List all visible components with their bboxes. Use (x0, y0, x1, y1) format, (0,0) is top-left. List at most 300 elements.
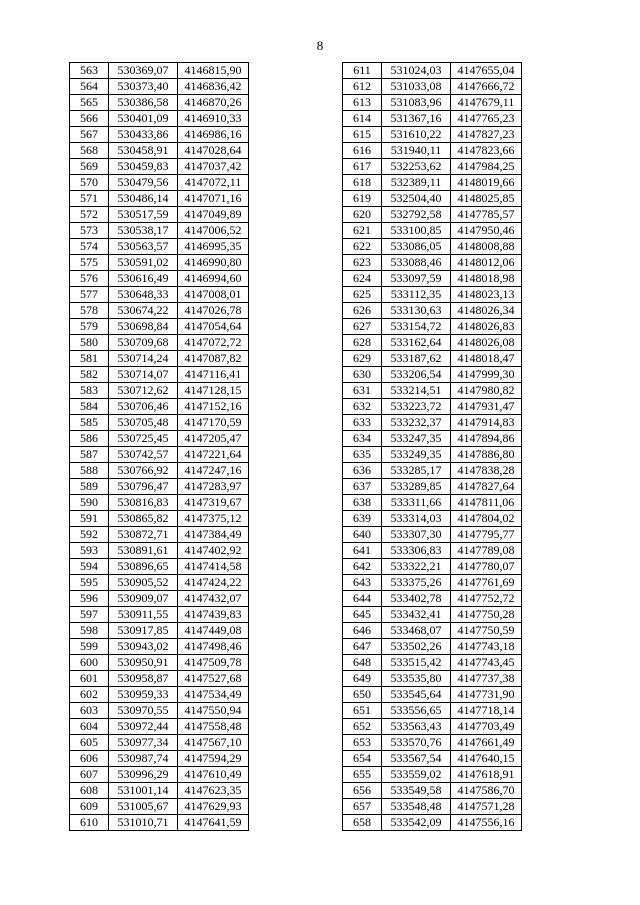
table-row (343, 191, 522, 207)
point-number-cell: 635 (343, 447, 382, 463)
x-coordinate-cell: 533542,09 (382, 815, 451, 831)
y-coordinate-cell: 4148025,85 (451, 191, 522, 207)
x-coordinate-cell: 530970,55 (109, 703, 178, 719)
y-coordinate-cell: 4147087,82 (178, 351, 249, 367)
table-row (343, 463, 522, 479)
y-coordinate-cell: 4147449,08 (178, 623, 249, 639)
table-row (70, 79, 249, 95)
y-coordinate-cell: 4147785,57 (451, 207, 522, 223)
table-row (343, 655, 522, 671)
point-number-cell: 628 (343, 335, 382, 351)
y-coordinate-cell: 4147439,83 (178, 607, 249, 623)
point-number-cell: 623 (343, 255, 382, 271)
x-coordinate-cell: 531001,14 (109, 783, 178, 799)
table-row (70, 687, 249, 703)
point-number-cell: 621 (343, 223, 382, 239)
table-row (70, 415, 249, 431)
table-row (343, 271, 522, 287)
point-number-cell: 654 (343, 751, 382, 767)
table-row (70, 287, 249, 303)
x-coordinate-cell: 530896,65 (109, 559, 178, 575)
point-number-cell: 627 (343, 319, 382, 335)
y-coordinate-cell: 4148012,06 (451, 255, 522, 271)
x-coordinate-cell: 530950,91 (109, 655, 178, 671)
y-coordinate-cell: 4148026,08 (451, 335, 522, 351)
point-number-cell: 591 (70, 511, 109, 527)
table-row (70, 495, 249, 511)
point-number-cell: 612 (343, 79, 382, 95)
x-coordinate-cell: 530517,59 (109, 207, 178, 223)
y-coordinate-cell: 4147008,01 (178, 287, 249, 303)
x-coordinate-cell: 530742,57 (109, 447, 178, 463)
x-coordinate-cell: 533545,64 (382, 687, 451, 703)
y-coordinate-cell: 4147743,45 (451, 655, 522, 671)
x-coordinate-cell: 530616,49 (109, 271, 178, 287)
y-coordinate-cell: 4147116,41 (178, 367, 249, 383)
y-coordinate-cell: 4147221,64 (178, 447, 249, 463)
x-coordinate-cell: 533515,42 (382, 655, 451, 671)
point-number-cell: 607 (70, 767, 109, 783)
x-coordinate-cell: 530872,71 (109, 527, 178, 543)
x-coordinate-cell: 530648,33 (109, 287, 178, 303)
x-coordinate-cell: 533100,85 (382, 223, 451, 239)
y-coordinate-cell: 4148019,66 (451, 175, 522, 191)
point-number-cell: 574 (70, 239, 109, 255)
x-coordinate-cell: 530712,62 (109, 383, 178, 399)
x-coordinate-cell: 530591,02 (109, 255, 178, 271)
y-coordinate-cell: 4147950,46 (451, 223, 522, 239)
x-coordinate-cell: 530972,44 (109, 719, 178, 735)
point-number-cell: 651 (343, 703, 382, 719)
x-coordinate-cell: 530705,48 (109, 415, 178, 431)
y-coordinate-cell: 4147586,70 (451, 783, 522, 799)
x-coordinate-cell: 530891,61 (109, 543, 178, 559)
y-coordinate-cell: 4148023,13 (451, 287, 522, 303)
y-coordinate-cell: 4147558,48 (178, 719, 249, 735)
y-coordinate-cell: 4146910,33 (178, 111, 249, 127)
point-number-cell: 571 (70, 191, 109, 207)
point-number-cell: 599 (70, 639, 109, 655)
y-coordinate-cell: 4147894,86 (451, 431, 522, 447)
point-number-cell: 598 (70, 623, 109, 639)
point-number-cell: 566 (70, 111, 109, 127)
x-coordinate-cell: 533402,78 (382, 591, 451, 607)
point-number-cell: 564 (70, 79, 109, 95)
table-row (70, 95, 249, 111)
table-row (343, 479, 522, 495)
table-row (343, 511, 522, 527)
point-number-cell: 634 (343, 431, 382, 447)
point-number-cell: 600 (70, 655, 109, 671)
x-coordinate-cell: 532504,40 (382, 191, 451, 207)
y-coordinate-cell: 4147618,91 (451, 767, 522, 783)
table-row (70, 511, 249, 527)
point-number-cell: 636 (343, 463, 382, 479)
y-coordinate-cell: 4148018,47 (451, 351, 522, 367)
table-row (70, 559, 249, 575)
y-coordinate-cell: 4147319,67 (178, 495, 249, 511)
x-coordinate-cell: 531367,16 (382, 111, 451, 127)
y-coordinate-cell: 4148008,88 (451, 239, 522, 255)
point-number-cell: 639 (343, 511, 382, 527)
y-coordinate-cell: 4148018,98 (451, 271, 522, 287)
x-coordinate-cell: 533154,72 (382, 319, 451, 335)
x-coordinate-cell: 533375,26 (382, 575, 451, 591)
table-row (70, 431, 249, 447)
y-coordinate-cell: 4147037,42 (178, 159, 249, 175)
point-number-cell: 652 (343, 719, 382, 735)
x-coordinate-cell: 530714,24 (109, 351, 178, 367)
table-row (343, 687, 522, 703)
x-coordinate-cell: 530977,34 (109, 735, 178, 751)
y-coordinate-cell: 4147571,28 (451, 799, 522, 815)
y-coordinate-cell: 4148026,34 (451, 303, 522, 319)
table-row (70, 719, 249, 735)
x-coordinate-cell: 530458,91 (109, 143, 178, 159)
table-row (343, 559, 522, 575)
table-row (343, 527, 522, 543)
point-number-cell: 608 (70, 783, 109, 799)
x-coordinate-cell: 533097,59 (382, 271, 451, 287)
point-number-cell: 606 (70, 751, 109, 767)
x-coordinate-cell: 533567,54 (382, 751, 451, 767)
table-row (70, 767, 249, 783)
y-coordinate-cell: 4147205,47 (178, 431, 249, 447)
point-number-cell: 655 (343, 767, 382, 783)
table-row (70, 591, 249, 607)
y-coordinate-cell: 4147128,15 (178, 383, 249, 399)
y-coordinate-cell: 4147550,94 (178, 703, 249, 719)
x-coordinate-cell: 533223,72 (382, 399, 451, 415)
y-coordinate-cell: 4147780,07 (451, 559, 522, 575)
y-coordinate-cell: 4147827,23 (451, 127, 522, 143)
point-number-cell: 644 (343, 591, 382, 607)
x-coordinate-cell: 533535,80 (382, 671, 451, 687)
table-row (343, 175, 522, 191)
table-row (343, 399, 522, 415)
point-number-cell: 570 (70, 175, 109, 191)
y-coordinate-cell: 4147999,30 (451, 367, 522, 383)
x-coordinate-cell: 531083,96 (382, 95, 451, 111)
x-coordinate-cell: 530706,46 (109, 399, 178, 415)
x-coordinate-cell: 530987,74 (109, 751, 178, 767)
table-row (343, 255, 522, 271)
x-coordinate-cell: 530909,07 (109, 591, 178, 607)
x-coordinate-cell: 533206,54 (382, 367, 451, 383)
table-row (343, 63, 522, 79)
table-row (343, 351, 522, 367)
point-number-cell: 656 (343, 783, 382, 799)
x-coordinate-cell: 530401,09 (109, 111, 178, 127)
y-coordinate-cell: 4147752,72 (451, 591, 522, 607)
y-coordinate-cell: 4146870,26 (178, 95, 249, 111)
y-coordinate-cell: 4147623,35 (178, 783, 249, 799)
point-number-cell: 563 (70, 63, 109, 79)
point-number-cell: 577 (70, 287, 109, 303)
y-coordinate-cell: 4147838,28 (451, 463, 522, 479)
table-row (343, 815, 522, 831)
point-number-cell: 602 (70, 687, 109, 703)
y-coordinate-cell: 4147765,23 (451, 111, 522, 127)
y-coordinate-cell: 4147679,11 (451, 95, 522, 111)
x-coordinate-cell: 530433,86 (109, 127, 178, 143)
y-coordinate-cell: 4147509,78 (178, 655, 249, 671)
table-row (70, 607, 249, 623)
coordinates-table-left (69, 62, 249, 831)
table-row (70, 175, 249, 191)
table-row (70, 383, 249, 399)
y-coordinate-cell: 4147750,59 (451, 623, 522, 639)
x-coordinate-cell: 531024,03 (382, 63, 451, 79)
point-number-cell: 642 (343, 559, 382, 575)
y-coordinate-cell: 4147811,06 (451, 495, 522, 511)
x-coordinate-cell: 530943,02 (109, 639, 178, 655)
table-row (343, 671, 522, 687)
y-coordinate-cell: 4146815,90 (178, 63, 249, 79)
point-number-cell: 576 (70, 271, 109, 287)
point-number-cell: 595 (70, 575, 109, 591)
point-number-cell: 569 (70, 159, 109, 175)
table-row (343, 143, 522, 159)
table-row (70, 751, 249, 767)
point-number-cell: 637 (343, 479, 382, 495)
point-number-cell: 641 (343, 543, 382, 559)
x-coordinate-cell: 533306,83 (382, 543, 451, 559)
point-number-cell: 657 (343, 799, 382, 815)
x-coordinate-cell: 533112,35 (382, 287, 451, 303)
table-row (70, 255, 249, 271)
point-number-cell: 611 (343, 63, 382, 79)
y-coordinate-cell: 4146994,60 (178, 271, 249, 287)
point-number-cell: 575 (70, 255, 109, 271)
point-number-cell: 620 (343, 207, 382, 223)
x-coordinate-cell: 530538,17 (109, 223, 178, 239)
point-number-cell: 609 (70, 799, 109, 815)
x-coordinate-cell: 530563,57 (109, 239, 178, 255)
y-coordinate-cell: 4147655,04 (451, 63, 522, 79)
table-row (70, 575, 249, 591)
table-row (343, 319, 522, 335)
table-row (70, 703, 249, 719)
x-coordinate-cell: 531940,11 (382, 143, 451, 159)
point-number-cell: 605 (70, 735, 109, 751)
point-number-cell: 613 (343, 95, 382, 111)
x-coordinate-cell: 533162,64 (382, 335, 451, 351)
y-coordinate-cell: 4147567,10 (178, 735, 249, 751)
x-coordinate-cell: 530996,29 (109, 767, 178, 783)
y-coordinate-cell: 4147795,77 (451, 527, 522, 543)
y-coordinate-cell: 4148026,83 (451, 319, 522, 335)
x-coordinate-cell: 530725,45 (109, 431, 178, 447)
table-row (343, 335, 522, 351)
y-coordinate-cell: 4147750,28 (451, 607, 522, 623)
point-number-cell: 622 (343, 239, 382, 255)
table-row (70, 543, 249, 559)
table-row (343, 639, 522, 655)
x-coordinate-cell: 530905,52 (109, 575, 178, 591)
point-number-cell: 568 (70, 143, 109, 159)
point-number-cell: 615 (343, 127, 382, 143)
table-row (70, 303, 249, 319)
x-coordinate-cell: 531010,71 (109, 815, 178, 831)
point-number-cell: 640 (343, 527, 382, 543)
x-coordinate-cell: 533214,51 (382, 383, 451, 399)
point-number-cell: 618 (343, 175, 382, 191)
x-coordinate-cell: 530911,55 (109, 607, 178, 623)
table-row (70, 623, 249, 639)
point-number-cell: 592 (70, 527, 109, 543)
point-number-cell: 649 (343, 671, 382, 687)
table-row (70, 671, 249, 687)
y-coordinate-cell: 4147827,64 (451, 479, 522, 495)
y-coordinate-cell: 4147170,59 (178, 415, 249, 431)
y-coordinate-cell: 4146986,16 (178, 127, 249, 143)
y-coordinate-cell: 4147914,83 (451, 415, 522, 431)
x-coordinate-cell: 531610,22 (382, 127, 451, 143)
table-row (343, 607, 522, 623)
point-number-cell: 583 (70, 383, 109, 399)
point-number-cell: 589 (70, 479, 109, 495)
point-number-cell: 653 (343, 735, 382, 751)
x-coordinate-cell: 530479,56 (109, 175, 178, 191)
table-row (343, 239, 522, 255)
y-coordinate-cell: 4147375,12 (178, 511, 249, 527)
x-coordinate-cell: 533285,17 (382, 463, 451, 479)
x-coordinate-cell: 530816,83 (109, 495, 178, 511)
point-number-cell: 593 (70, 543, 109, 559)
x-coordinate-cell: 533502,26 (382, 639, 451, 655)
x-coordinate-cell: 533322,21 (382, 559, 451, 575)
table-row (343, 623, 522, 639)
table-row (70, 335, 249, 351)
y-coordinate-cell: 4147594,29 (178, 751, 249, 767)
table-row (70, 463, 249, 479)
y-coordinate-cell: 4147629,93 (178, 799, 249, 815)
y-coordinate-cell: 4147071,16 (178, 191, 249, 207)
table-row (70, 735, 249, 751)
x-coordinate-cell: 533468,07 (382, 623, 451, 639)
table-row (343, 495, 522, 511)
point-number-cell: 647 (343, 639, 382, 655)
table-row (343, 431, 522, 447)
point-number-cell: 601 (70, 671, 109, 687)
point-number-cell: 616 (343, 143, 382, 159)
point-number-cell: 588 (70, 463, 109, 479)
table-row (343, 783, 522, 799)
x-coordinate-cell: 533232,37 (382, 415, 451, 431)
table-row (343, 591, 522, 607)
table-row (70, 399, 249, 415)
table-row (70, 447, 249, 463)
table-row (343, 303, 522, 319)
x-coordinate-cell: 530369,07 (109, 63, 178, 79)
table-row (70, 159, 249, 175)
point-number-cell: 614 (343, 111, 382, 127)
point-number-cell: 624 (343, 271, 382, 287)
x-coordinate-cell: 533559,02 (382, 767, 451, 783)
table-row (343, 159, 522, 175)
x-coordinate-cell: 530386,58 (109, 95, 178, 111)
point-number-cell: 587 (70, 447, 109, 463)
x-coordinate-cell: 533311,66 (382, 495, 451, 511)
y-coordinate-cell: 4146836,42 (178, 79, 249, 95)
y-coordinate-cell: 4147718,14 (451, 703, 522, 719)
point-number-cell: 617 (343, 159, 382, 175)
table-row (70, 479, 249, 495)
table-row (70, 271, 249, 287)
table-row (343, 447, 522, 463)
x-coordinate-cell: 533314,03 (382, 511, 451, 527)
x-coordinate-cell: 530698,84 (109, 319, 178, 335)
y-coordinate-cell: 4147666,72 (451, 79, 522, 95)
table-row (343, 703, 522, 719)
table-row (343, 223, 522, 239)
x-coordinate-cell: 532389,11 (382, 175, 451, 191)
point-number-cell: 565 (70, 95, 109, 111)
y-coordinate-cell: 4147432,07 (178, 591, 249, 607)
y-coordinate-cell: 4147804,02 (451, 511, 522, 527)
table-row (70, 351, 249, 367)
x-coordinate-cell: 530459,83 (109, 159, 178, 175)
x-coordinate-cell: 532792,58 (382, 207, 451, 223)
x-coordinate-cell: 533247,35 (382, 431, 451, 447)
x-coordinate-cell: 533570,76 (382, 735, 451, 751)
x-coordinate-cell: 533130,63 (382, 303, 451, 319)
point-number-cell: 625 (343, 287, 382, 303)
point-number-cell: 650 (343, 687, 382, 703)
table-row (70, 799, 249, 815)
point-number-cell: 631 (343, 383, 382, 399)
table-row (343, 127, 522, 143)
y-coordinate-cell: 4146990,80 (178, 255, 249, 271)
table-row (70, 207, 249, 223)
y-coordinate-cell: 4147610,49 (178, 767, 249, 783)
table-row (70, 655, 249, 671)
table-row (343, 287, 522, 303)
table-row (343, 367, 522, 383)
x-coordinate-cell: 532253,62 (382, 159, 451, 175)
x-coordinate-cell: 530917,85 (109, 623, 178, 639)
x-coordinate-cell: 531005,67 (109, 799, 178, 815)
x-coordinate-cell: 533549,58 (382, 783, 451, 799)
point-number-cell: 604 (70, 719, 109, 735)
page-number: 8 (316, 38, 324, 53)
point-number-cell: 648 (343, 655, 382, 671)
table-row (343, 415, 522, 431)
point-number-cell: 610 (70, 815, 109, 831)
point-number-cell: 626 (343, 303, 382, 319)
x-coordinate-cell: 530796,47 (109, 479, 178, 495)
x-coordinate-cell: 530714,07 (109, 367, 178, 383)
x-coordinate-cell: 530865,82 (109, 511, 178, 527)
y-coordinate-cell: 4147152,16 (178, 399, 249, 415)
point-number-cell: 573 (70, 223, 109, 239)
y-coordinate-cell: 4147886,80 (451, 447, 522, 463)
x-coordinate-cell: 530709,68 (109, 335, 178, 351)
table-row (70, 527, 249, 543)
y-coordinate-cell: 4147931,47 (451, 399, 522, 415)
table-row (70, 815, 249, 831)
coordinates-table-right (342, 62, 522, 831)
y-coordinate-cell: 4147072,11 (178, 175, 249, 191)
table-row (70, 223, 249, 239)
table-row (343, 751, 522, 767)
y-coordinate-cell: 4147283,97 (178, 479, 249, 495)
y-coordinate-cell: 4147402,92 (178, 543, 249, 559)
table-row (343, 719, 522, 735)
point-number-cell: 658 (343, 815, 382, 831)
table-row (343, 575, 522, 591)
